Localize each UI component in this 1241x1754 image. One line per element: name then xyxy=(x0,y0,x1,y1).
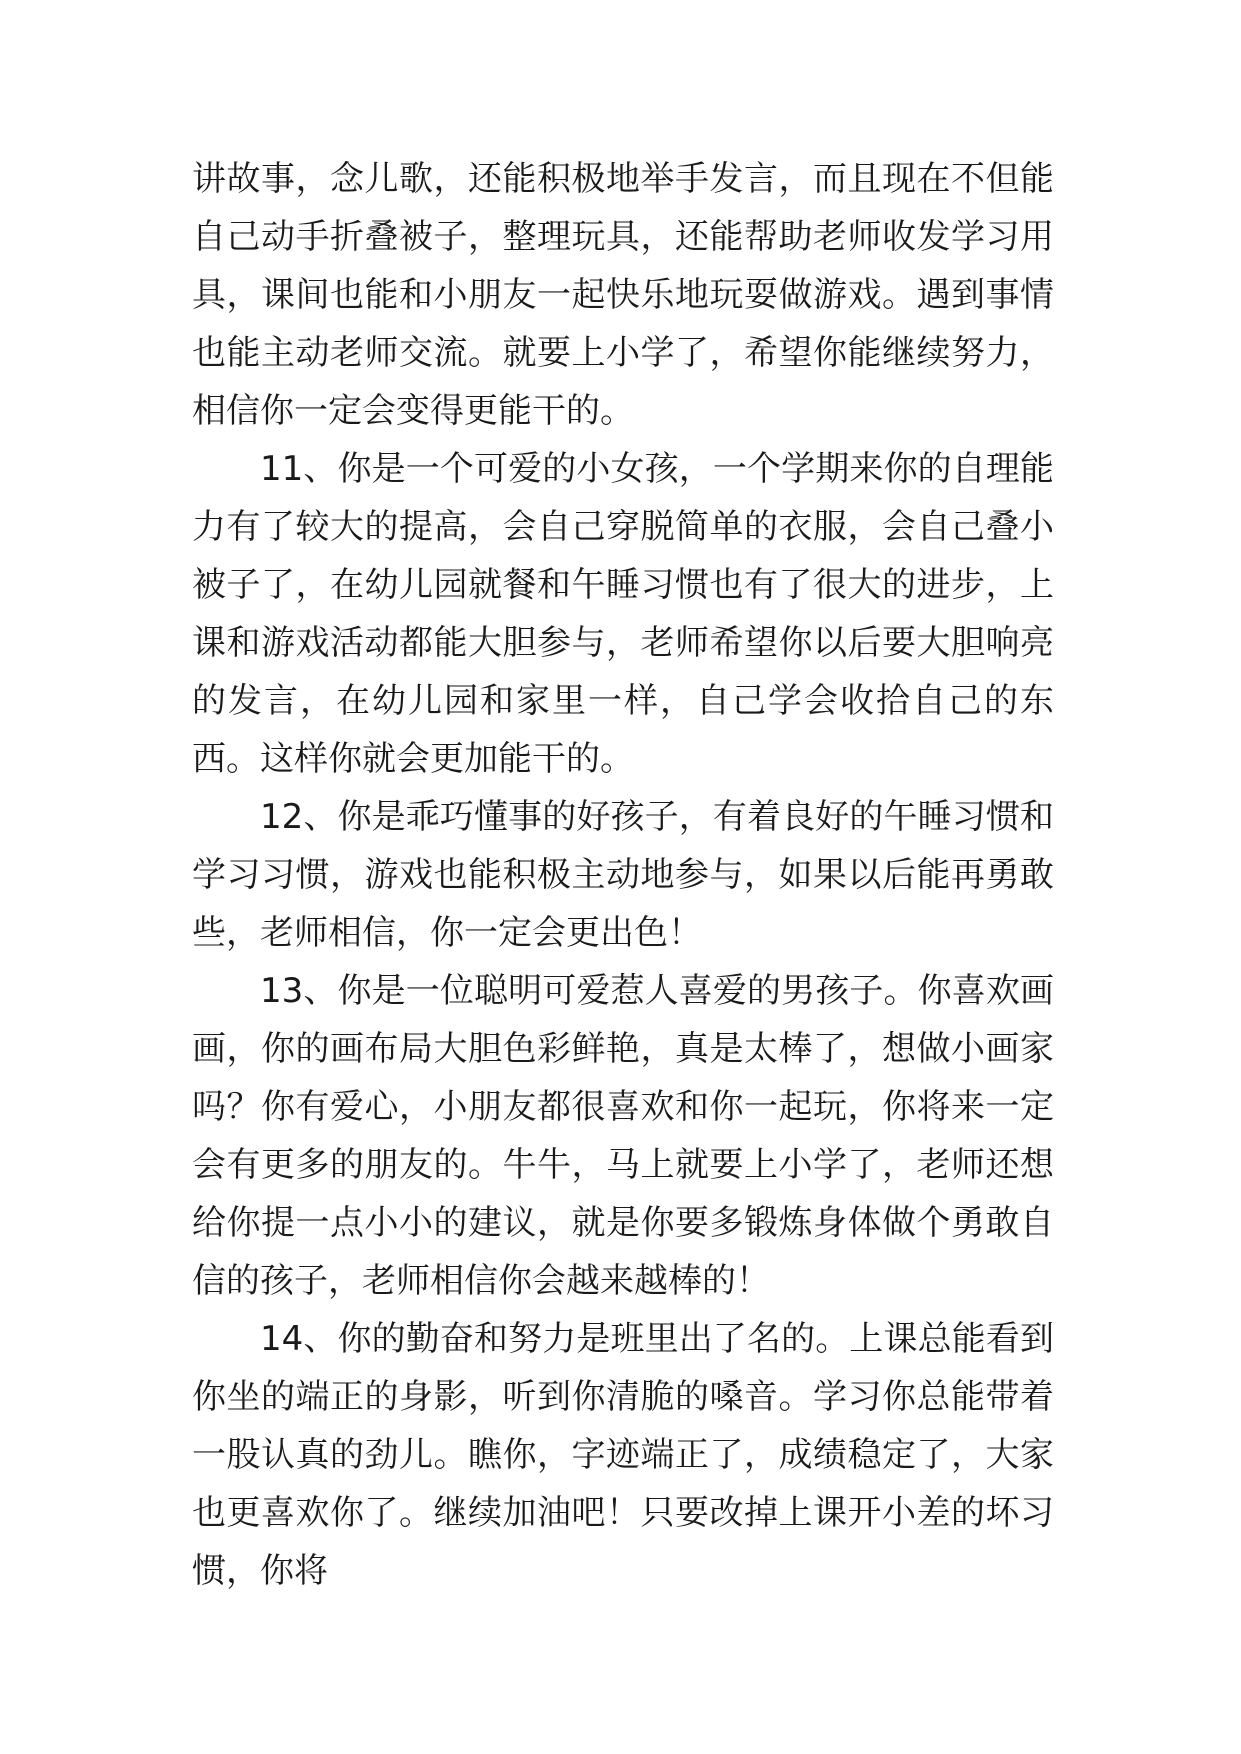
paragraph-item-13: 13、你是一位聪明可爱惹人喜爱的男孩子。你喜欢画画，你的画布局大胆色彩鲜艳，真是太棒了，想做小画家吗？你有爱心，小朋友都很喜欢和你一起玩，你将来一定会有更多的朋友的。牛牛，马上就要上小学了，老师还想给你提一点小小的建议，就是你要多锻炼身体做个勇敢自信的孩子，老师相信你会越来越棒的！ xyxy=(192,971,1054,1301)
document-body xyxy=(192,150,1054,1600)
paragraph-continued: 讲故事，念儿歌，还能积极地举手发言，而且现在不但能自己动手折叠被子，整理玩具，还能帮助老师收发学习用具，课间也能和小朋友一起快乐地玩耍做游戏。遇到事情也能主动老师交流。就要上小学了，希望你能继续努力，相信你一定会变得更能干的。 xyxy=(192,159,1054,431)
paragraph-item-12: 12、你是乖巧懂事的好孩子，有着良好的午睡习惯和学习习惯，游戏也能积极主动地参与，如果以后能再勇敢些，老师相信，你一定会更出色！ xyxy=(192,797,1054,953)
paragraph-item-14: 14、你的勤奋和努力是班里出了名的。上课总能看到你坐的端正的身影，听到你清脆的嗓音。学习你总能带着一股认真的劲儿。瞧你，字迹端正了，成绩稳定了，大家也更喜欢你了。继续加油吧！只要改掉上课开小差的坏习惯，你将 xyxy=(192,1319,1054,1591)
paragraph-item-11: 11、你是一个可爱的小女孩，一个学期来你的自理能力有了较大的提高，会自己穿脱简单的衣服，会自己叠小被子了，在幼儿园就餐和午睡习惯也有了很大的进步，上课和游戏活动都能大胆参与，老师希望你以后要大胆响亮的发言，在幼儿园和家里一样，自己学会收拾自己的东西。这样你就会更加能干的。 xyxy=(192,449,1054,779)
